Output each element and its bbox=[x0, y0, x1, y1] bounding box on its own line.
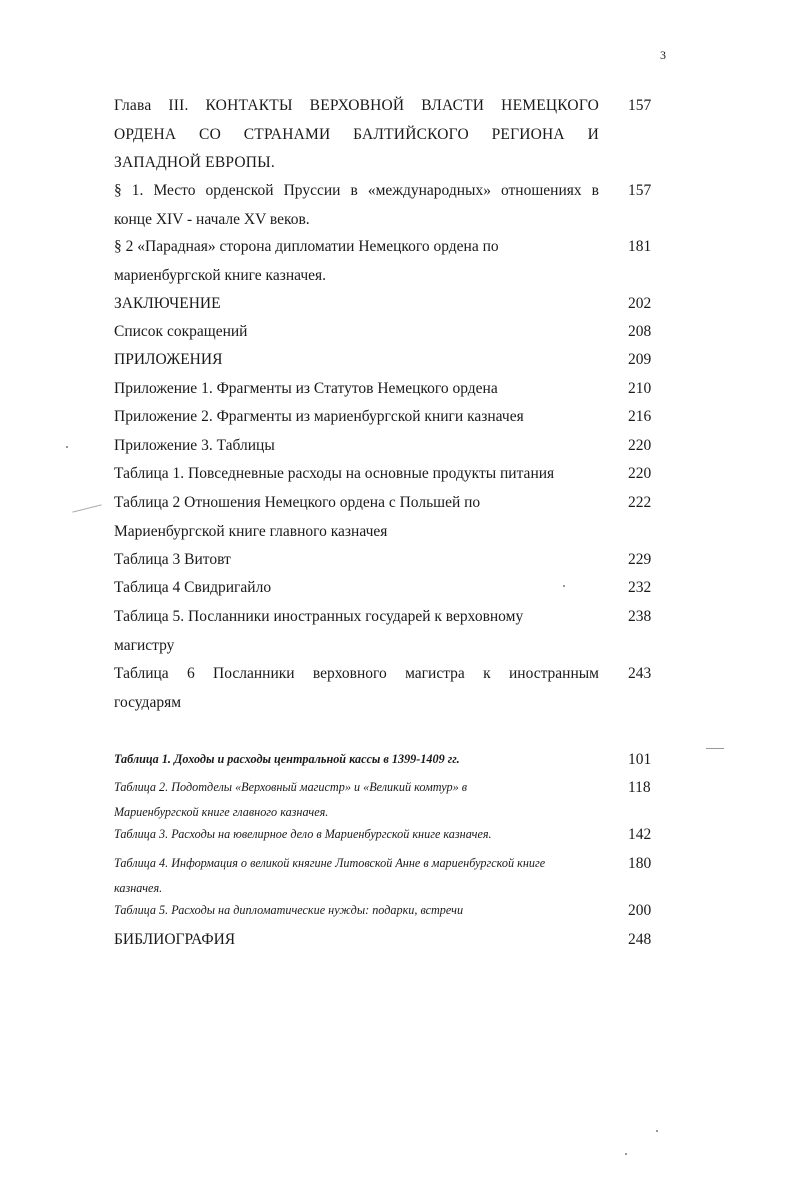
toc-entry-title: Таблица 5. Расходы на дипломатические нужды: подарки, встречи bbox=[114, 903, 464, 917]
toc-entry-title: Таблица 4 Свидригайло bbox=[114, 579, 272, 596]
toc-page-number: 181 bbox=[628, 238, 652, 255]
toc-page-number: 248 bbox=[628, 931, 652, 948]
scan-mark bbox=[706, 748, 724, 749]
toc-line: Таблица 5. Посланники иностранных государей к верховному bbox=[114, 608, 524, 625]
toc-entry-text-table-4 bbox=[114, 851, 654, 900]
toc-entry-table-4 bbox=[114, 574, 654, 603]
toc-entry-title: Таблица 1. Доходы и расходы центральной кассы в 1399-1409 гг. bbox=[114, 752, 460, 766]
toc-entry-chapter-3 bbox=[114, 92, 654, 178]
toc-entry-title bbox=[114, 660, 599, 717]
toc-entry-text-table-3 bbox=[114, 822, 654, 847]
toc-entry-title bbox=[114, 489, 599, 546]
toc-entry-appendix-1 bbox=[114, 375, 654, 404]
toc-line: магистру bbox=[114, 636, 175, 654]
toc-entry-conclusion bbox=[114, 290, 654, 319]
toc-entry-title: Приложение 2. Фрагменты из мариенбургской книги казначея bbox=[114, 408, 524, 425]
toc-entry-title bbox=[114, 851, 609, 900]
toc-entry-table-1 bbox=[114, 460, 654, 489]
toc-entry-text-table-1 bbox=[114, 747, 654, 772]
toc-line: § 1. Место орденской Пруссии в «международных» отношениях в bbox=[114, 182, 599, 199]
toc-page-number: 180 bbox=[628, 855, 652, 872]
toc-entry-title: Таблица 3. Расходы на ювелирное дело в Мариенбургской книге казначея. bbox=[114, 827, 492, 841]
toc-page-number: 216 bbox=[628, 408, 652, 425]
toc-line: § 2 «Парадная» сторона дипломатии Немецкого ордена по bbox=[114, 238, 499, 255]
toc-line: Мариенбургской книге главного казначея. bbox=[114, 804, 329, 819]
toc-line: Мариенбургской книге главного казначея bbox=[114, 522, 388, 540]
toc-page-number: 222 bbox=[628, 494, 652, 511]
toc-entry-title: Приложение 1. Фрагменты из Статутов Немецкого ордена bbox=[114, 380, 498, 397]
toc-entry-title: БИБЛИОГРАФИЯ bbox=[114, 931, 236, 948]
toc-entry-text-table-5 bbox=[114, 898, 654, 923]
toc-line: государям bbox=[114, 693, 182, 711]
toc-entry-section-1 bbox=[114, 177, 654, 234]
scan-mark bbox=[72, 504, 101, 512]
toc-entry-table-6 bbox=[114, 660, 654, 717]
toc-entry-table-2 bbox=[114, 489, 654, 546]
toc-entry-title: Таблица 3 Витовт bbox=[114, 551, 231, 568]
toc-page-number: 200 bbox=[628, 902, 652, 919]
toc-entry-title: ПРИЛОЖЕНИЯ bbox=[114, 351, 223, 368]
toc-page-number: 220 bbox=[628, 437, 652, 454]
toc-entry-title: Приложение 3. Таблицы bbox=[114, 437, 275, 454]
toc-line: Таблица 2. Подотделы «Верховный магистр» и «Великий комтур» в bbox=[114, 780, 467, 794]
toc-entry-text-table-2 bbox=[114, 775, 654, 824]
toc-page-number: 208 bbox=[628, 323, 652, 340]
toc-entry-title bbox=[114, 92, 599, 178]
toc-entry-title: Список сокращений bbox=[114, 323, 248, 340]
toc-entry-title bbox=[114, 177, 599, 234]
scan-speck bbox=[563, 585, 565, 587]
toc-entry-title: Таблица 1. Повседневные расходы на основные продукты питания bbox=[114, 465, 555, 482]
toc-page-number: 142 bbox=[628, 826, 652, 843]
toc-line: ОРДЕНА СО СТРАНАМИ БАЛТИЙСКОГО РЕГИОНА И bbox=[114, 125, 599, 143]
toc-line: ЗАПАДНОЙ ЕВРОПЫ. bbox=[114, 154, 275, 171]
toc-entry-appendix-3 bbox=[114, 432, 654, 461]
toc-page-number: 157 bbox=[628, 182, 652, 199]
toc-page-number: 101 bbox=[628, 751, 652, 768]
toc-page-number: 238 bbox=[628, 608, 652, 625]
toc-page-number: 220 bbox=[628, 465, 652, 482]
toc-entry-title bbox=[114, 233, 599, 290]
toc-line: Таблица 4. Информация о великой княгине Литовской Анне в мариенбургской книге bbox=[114, 856, 546, 870]
toc-entry-appendices bbox=[114, 346, 654, 375]
toc-page-number: 202 bbox=[628, 295, 652, 312]
toc-line: Таблица 6 Посланники верховного магистра к иностранным bbox=[114, 665, 599, 682]
toc-entry-table-5 bbox=[114, 603, 654, 660]
page-number: 3 bbox=[660, 48, 666, 62]
toc-page-number: 157 bbox=[628, 97, 652, 114]
toc-entry-title bbox=[114, 775, 599, 824]
toc-entry-section-2 bbox=[114, 233, 654, 290]
toc-line: казначея. bbox=[114, 880, 163, 895]
toc-line: мариенбургской книге казначея. bbox=[114, 266, 327, 284]
toc-line: Глава III. КОНТАКТЫ ВЕРХОВНОЙ ВЛАСТИ НЕМЕЦКОГО bbox=[114, 97, 599, 114]
toc-line: Таблица 2 Отношения Немецкого ордена с Польшей по bbox=[114, 494, 481, 511]
toc-entry-title bbox=[114, 603, 599, 660]
scan-speck bbox=[656, 1130, 658, 1132]
toc-page-number: 243 bbox=[628, 665, 652, 682]
toc-page-number: 232 bbox=[628, 579, 652, 596]
toc-page-number: 209 bbox=[628, 351, 652, 368]
scan-speck bbox=[625, 1153, 627, 1155]
toc-entry-bibliography bbox=[114, 926, 654, 955]
toc-entry-table-3 bbox=[114, 546, 654, 575]
toc-entry-abbreviations bbox=[114, 318, 654, 347]
toc-page-number: 118 bbox=[628, 779, 651, 796]
toc-entry-title: ЗАКЛЮЧЕНИЕ bbox=[114, 295, 221, 312]
toc-page-number: 229 bbox=[628, 551, 652, 568]
toc-entry-appendix-2 bbox=[114, 403, 654, 432]
toc-line: конце XIV - начале XV веков. bbox=[114, 210, 310, 228]
toc-page-number: 210 bbox=[628, 380, 652, 397]
scan-speck bbox=[66, 446, 68, 448]
